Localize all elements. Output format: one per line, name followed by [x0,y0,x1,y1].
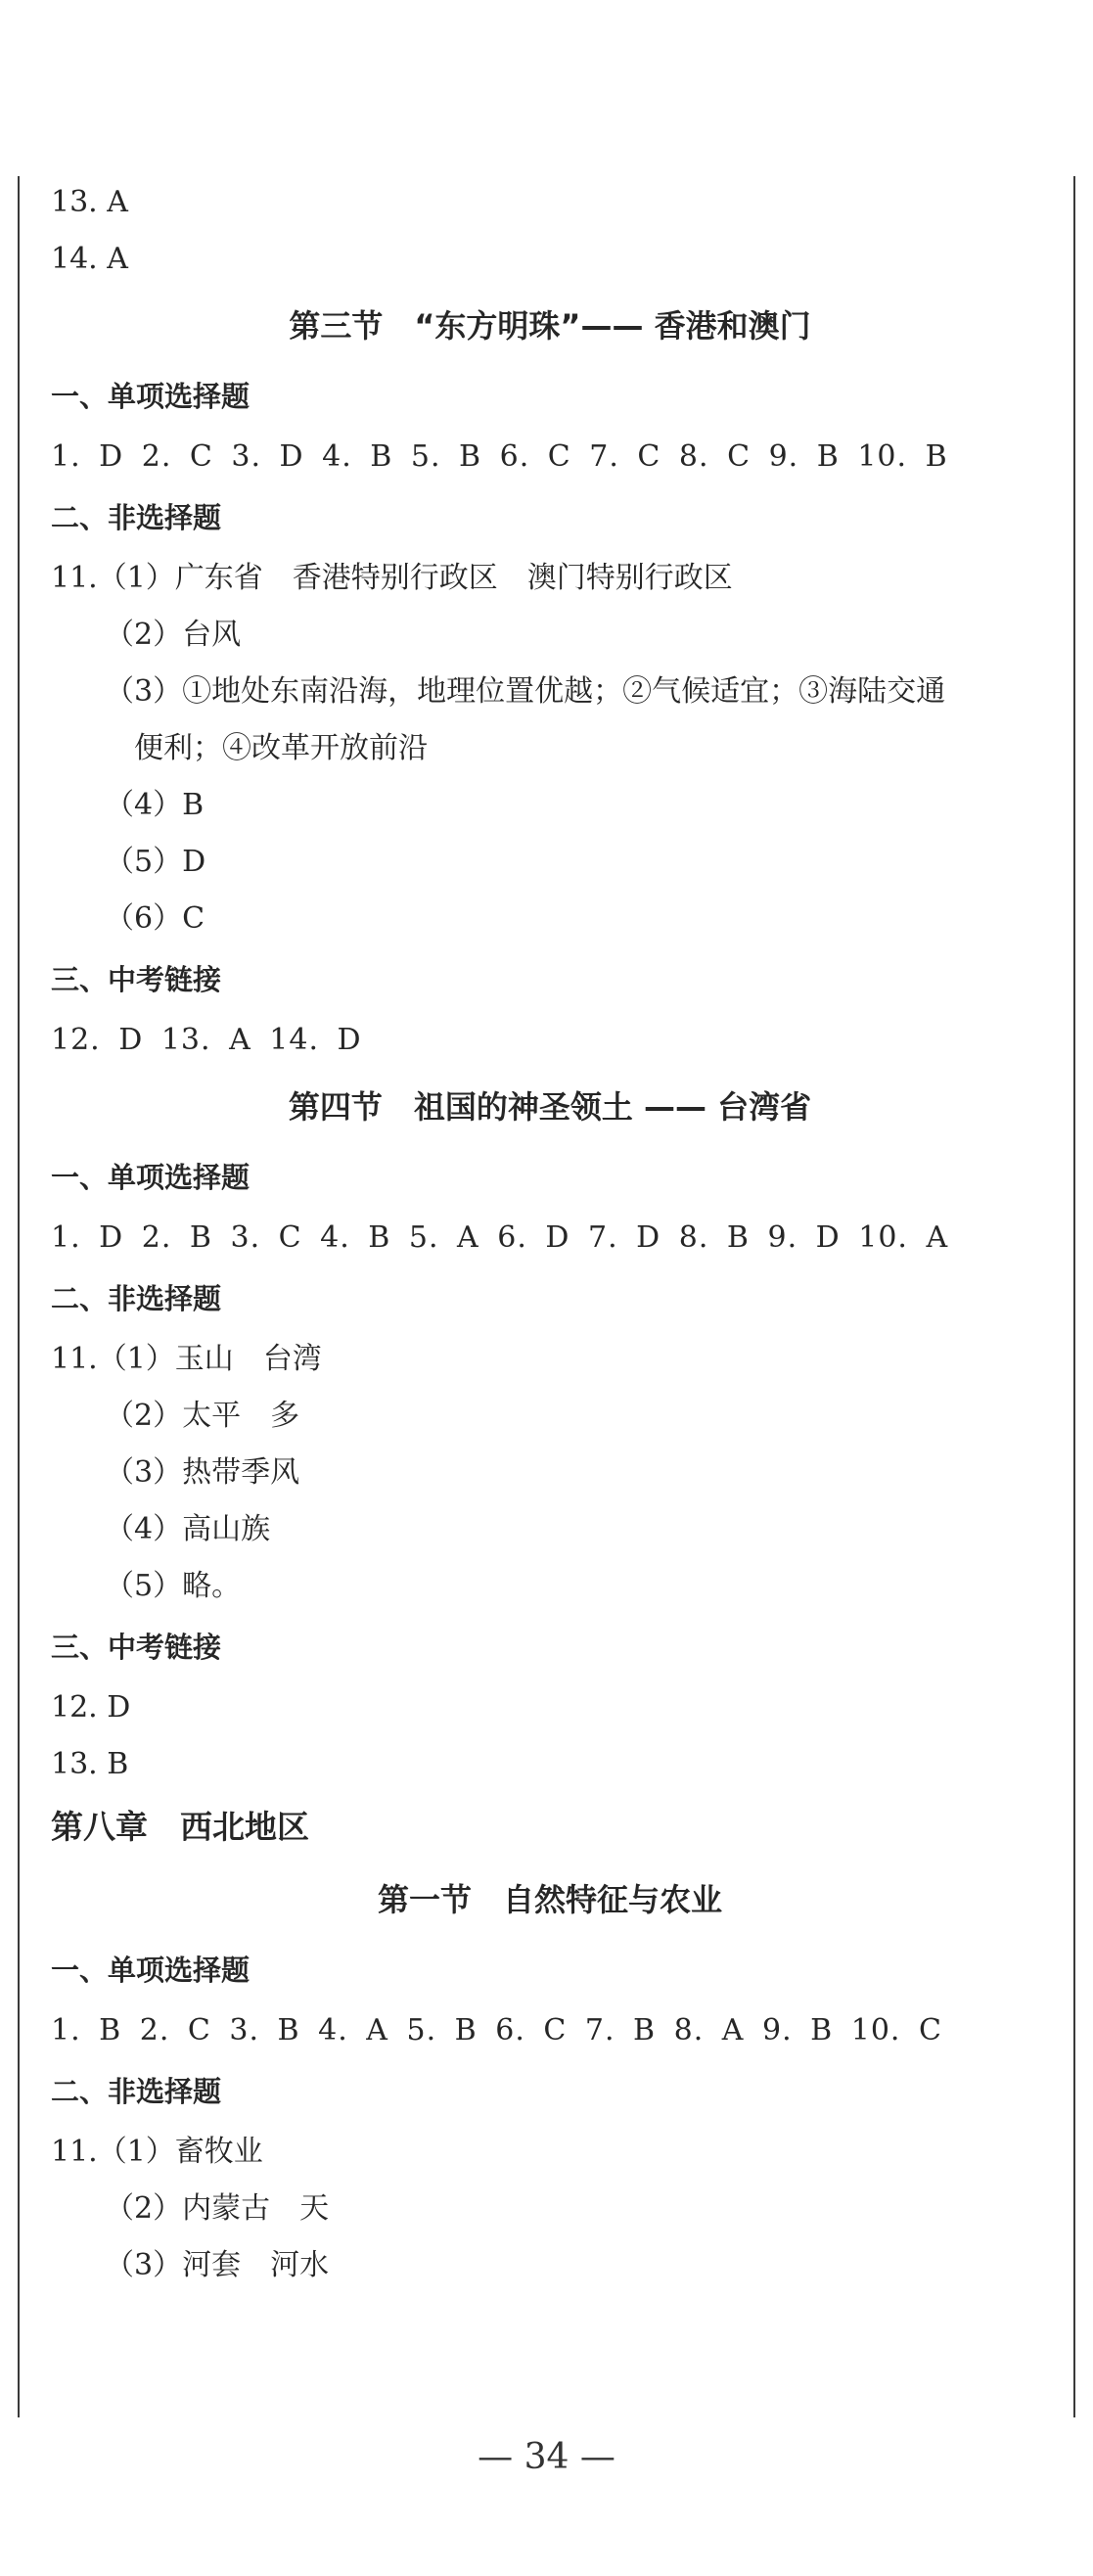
section-heading: 第一节 自然特征与农业 [377,1881,722,1918]
answer-line: （5）略。 [105,1569,242,1603]
chapter-heading: 第八章 西北地区 [51,1808,309,1846]
section-heading: 第三节 “东方明珠”—— 香港和澳门 [289,307,811,345]
question-type-heading: 一、单项选择题 [51,380,250,413]
answer-line: 1. B 2. C 3. B 4. A 5. B 6. C 7. B 8. A 9. B 10. C [51,2013,942,2047]
answer-line: 12. D 13. A 14. D [51,1023,362,1057]
page-number: — 34 — [478,2437,615,2477]
right-margin-rule [1073,176,1075,2417]
left-margin-rule [18,176,20,2417]
question-type-heading: 三、中考链接 [51,963,222,996]
answer-line: 12. D [51,1690,131,1725]
question-type-heading: 一、单项选择题 [51,1161,250,1194]
question-type-heading: 二、非选择题 [51,1282,222,1315]
answer-line: （2）内蒙古 天 [105,2191,330,2226]
answer-line: （2）台风 [105,618,242,652]
question-type-heading: 三、中考链接 [51,1631,222,1664]
answer-line: （3）①地处东南沿海，地理位置优越；②气候适宜；③海陆交通 [105,674,946,709]
answer-line: （6）C [105,901,205,936]
answer-line: （3）热带季风 [105,1455,300,1490]
answer-line: 11.（1）畜牧业 [51,2135,263,2169]
answer-line: 11.（1）玉山 台湾 [51,1342,322,1376]
answer-content [51,174,1049,2294]
answer-line: 13. A [51,185,128,219]
answer-line: 便利；④改革开放前沿 [134,731,428,765]
answer-line: 1. D 2. B 3. C 4. B 5. A 6. D 7. D 8. B 9. D 10. A [51,1220,949,1255]
section-heading: 第四节 祖国的神圣领土 —— 台湾省 [288,1088,812,1126]
question-type-heading: 一、单项选择题 [51,1954,250,1987]
answer-line: （4）B [105,788,205,822]
answer-line: 1. D 2. C 3. D 4. B 5. B 6. C 7. C 8. C 9. B 10. B [51,439,948,474]
question-type-heading: 二、非选择题 [51,2075,222,2108]
answer-line: 11.（1）广东省 香港特别行政区 澳门特别行政区 [51,561,733,595]
answer-line: 14. A [51,242,128,276]
answer-line: （4）高山族 [105,1512,271,1546]
question-type-heading: 二、非选择题 [51,501,222,534]
answer-line: 13. B [51,1747,129,1781]
answer-line: （2）太平 多 [105,1399,300,1433]
answer-line: （5）D [105,845,206,879]
answer-line: （3）河套 河水 [105,2248,330,2282]
